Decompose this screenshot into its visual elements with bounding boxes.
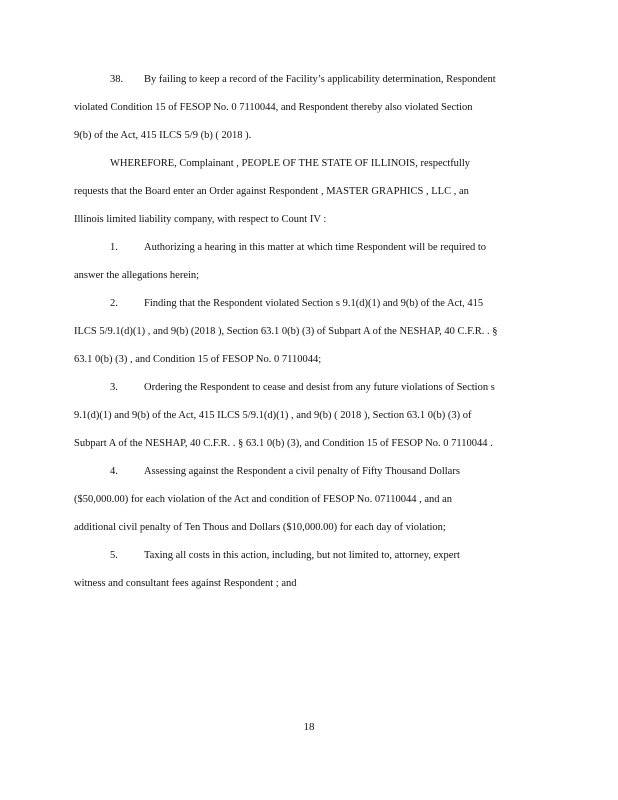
item-4-number: 4. (110, 466, 118, 477)
item-4-line-1-text: Assessing against the Respondent a civil penalty of Fifty Thousand Dollars (144, 466, 460, 477)
item-3-number: 3. (110, 382, 118, 393)
item-5-number: 5. (110, 550, 118, 561)
item-1-line-1 (110, 241, 542, 255)
item-1-number: 1. (110, 242, 118, 253)
item-2-line-1 (110, 297, 542, 311)
item-2-number: 2. (110, 298, 118, 309)
item-1-line-1-text: Authorizing a hearing in this matter at which time Respondent will be required to (144, 242, 487, 253)
item-4-line-3: additional civil penalty of Ten Thous and Dollars ($10,000.00) for each day of violation; (74, 522, 446, 533)
wherefore-line-1: WHEREFORE, Complainant , PEOPLE OF THE STATE OF ILLINOIS, respectfully (110, 158, 471, 169)
item-3-line-1 (110, 381, 542, 395)
item-1-line-2: answer the allegations herein; (74, 270, 200, 281)
item-4-line-1 (110, 465, 542, 479)
item-4-line-2: ($50,000.00) for each violation of the Act and condition of FESOP No. 07110044 , and an (74, 494, 453, 505)
wherefore-line-2: requests that the Board enter an Order against Respondent , MASTER GRAPHICS , LLC , an (74, 186, 469, 197)
para-38-number: 38. (110, 74, 124, 85)
para-38-line-1-text: By failing to keep a record of the Facility’s applicability determination, Respondent (144, 74, 496, 85)
item-3-line-2: 9.1(d)(1) and 9(b) of the Act, 415 ILCS 5/9.1(d)(1) , and 9(b) ( 2018 ), Section 63.1 0(b) (3) of (74, 410, 472, 421)
para-38-line-3: 9(b) of the Act, 415 ILCS 5/9 (b) ( 2018 ). (74, 130, 252, 141)
wherefore-line-3: Illinois limited liability company, with respect to Count IV : (74, 214, 327, 225)
item-3-line-1-text: Ordering the Respondent to cease and desist from any future violations of Section s (144, 382, 495, 393)
item-5-line-2: witness and consultant fees against Respondent ; and (74, 578, 297, 589)
item-5-line-1 (110, 549, 542, 563)
item-2-line-1-text: Finding that the Respondent violated Section s 9.1(d)(1) and 9(b) of the Act, 415 (144, 298, 484, 309)
para-38-line-2: violated Condition 15 of FESOP No. 0 7110044, and Respondent thereby also violated Section (74, 102, 473, 113)
item-2-line-2: ILCS 5/9.1(d)(1) , and 9(b) (2018 ), Section 63.1 0(b) (3) of Subpart A of the NESHAP, 40 C.F.R. . § (74, 326, 498, 337)
page-number: 18 (303, 721, 315, 733)
para-38-line-1 (110, 73, 542, 87)
item-3-line-3: Subpart A of the NESHAP, 40 C.F.R. . § 63.1 0(b) (3), and Condition 15 of FESOP No. 0 7110044 . (74, 438, 493, 449)
item-5-line-1-text: Taxing all costs in this action, including, but not limited to, attorney, expert (144, 550, 460, 561)
item-2-line-3: 63.1 0(b) (3) , and Condition 15 of FESOP No. 0 7110044; (74, 354, 322, 365)
